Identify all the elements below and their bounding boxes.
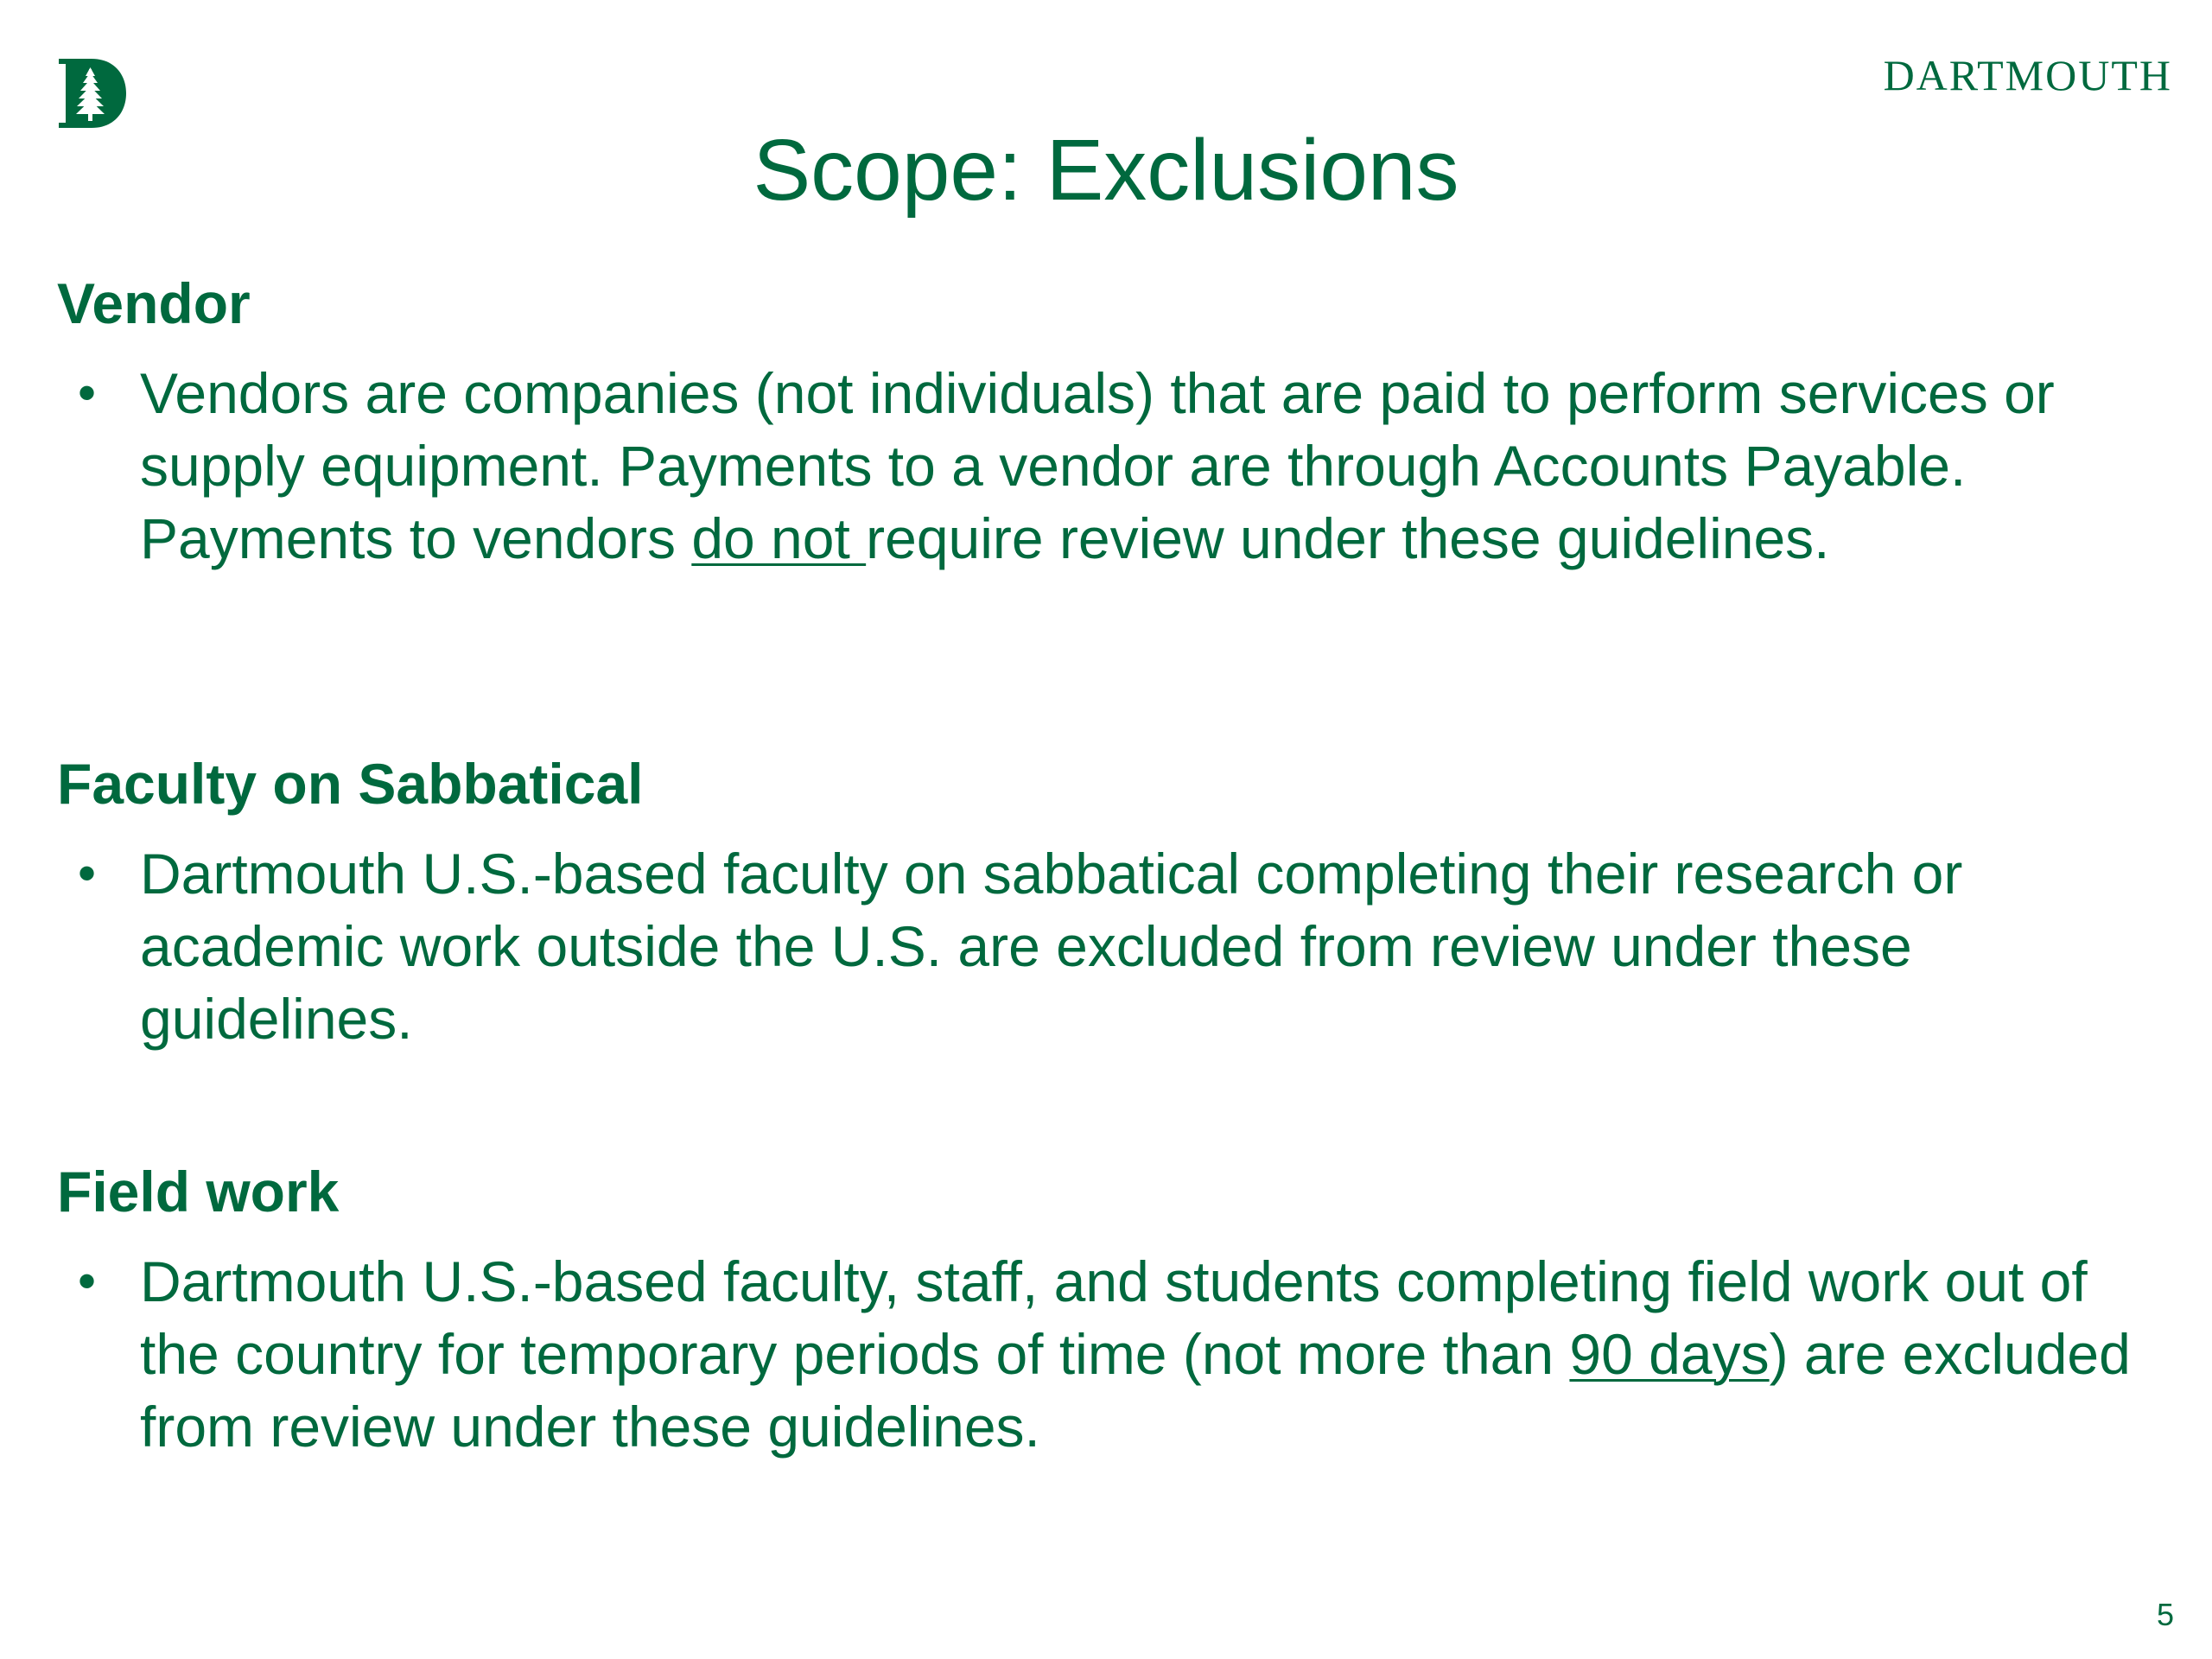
underlined-emphasis: do not bbox=[691, 506, 867, 571]
section-heading-faculty-on-sabbatical: Faculty on Sabbatical bbox=[57, 752, 644, 816]
bullet-list-faculty-on-sabbatical bbox=[57, 837, 2165, 1055]
bullet-text-part: Vendors are companies (not individuals) that are paid to perform services or supply equipment. Payments to a vendor are through Accounts Payable. Payments to vendors bbox=[140, 361, 2055, 571]
section-faculty-on-sabbatical bbox=[57, 750, 2165, 1055]
bullet-text-part: require review under these guidelines. bbox=[866, 506, 1830, 571]
page-number: 5 bbox=[2156, 1597, 2174, 1632]
bullet-text-part: Dartmouth U.S.-based faculty, staff, and students completing field work out of the country for temporary periods of time (not more than bbox=[140, 1249, 2088, 1387]
slide-title: Scope: Exclusions bbox=[753, 122, 1459, 219]
bullet-text: Dartmouth U.S.-based faculty on sabbatical completing their research or academic work outside the U.S. are excluded from review under these guidelines. bbox=[140, 842, 1963, 1052]
bullet-icon: • bbox=[78, 364, 97, 423]
dartmouth-pine-d-icon bbox=[57, 57, 128, 130]
section-heading-field-work: Field work bbox=[57, 1160, 340, 1224]
dartmouth-wordmark: DARTMOUTH bbox=[1883, 51, 2172, 99]
bullet-text-part: ) are excluded from review under these guidelines. bbox=[140, 1322, 2131, 1459]
underlined-emphasis: 90 days bbox=[1569, 1322, 1770, 1387]
bullet-list-field-work bbox=[57, 1245, 2165, 1463]
bullet-list-vendor bbox=[57, 357, 2165, 575]
bullet-icon: • bbox=[78, 1252, 97, 1311]
section-heading-vendor: Vendor bbox=[57, 271, 251, 335]
list-item bbox=[57, 357, 2165, 575]
section-field-work bbox=[57, 1158, 2165, 1463]
list-item bbox=[57, 837, 2165, 1055]
bullet-icon: • bbox=[78, 844, 97, 903]
list-item bbox=[57, 1245, 2165, 1463]
section-vendor bbox=[57, 270, 2165, 575]
